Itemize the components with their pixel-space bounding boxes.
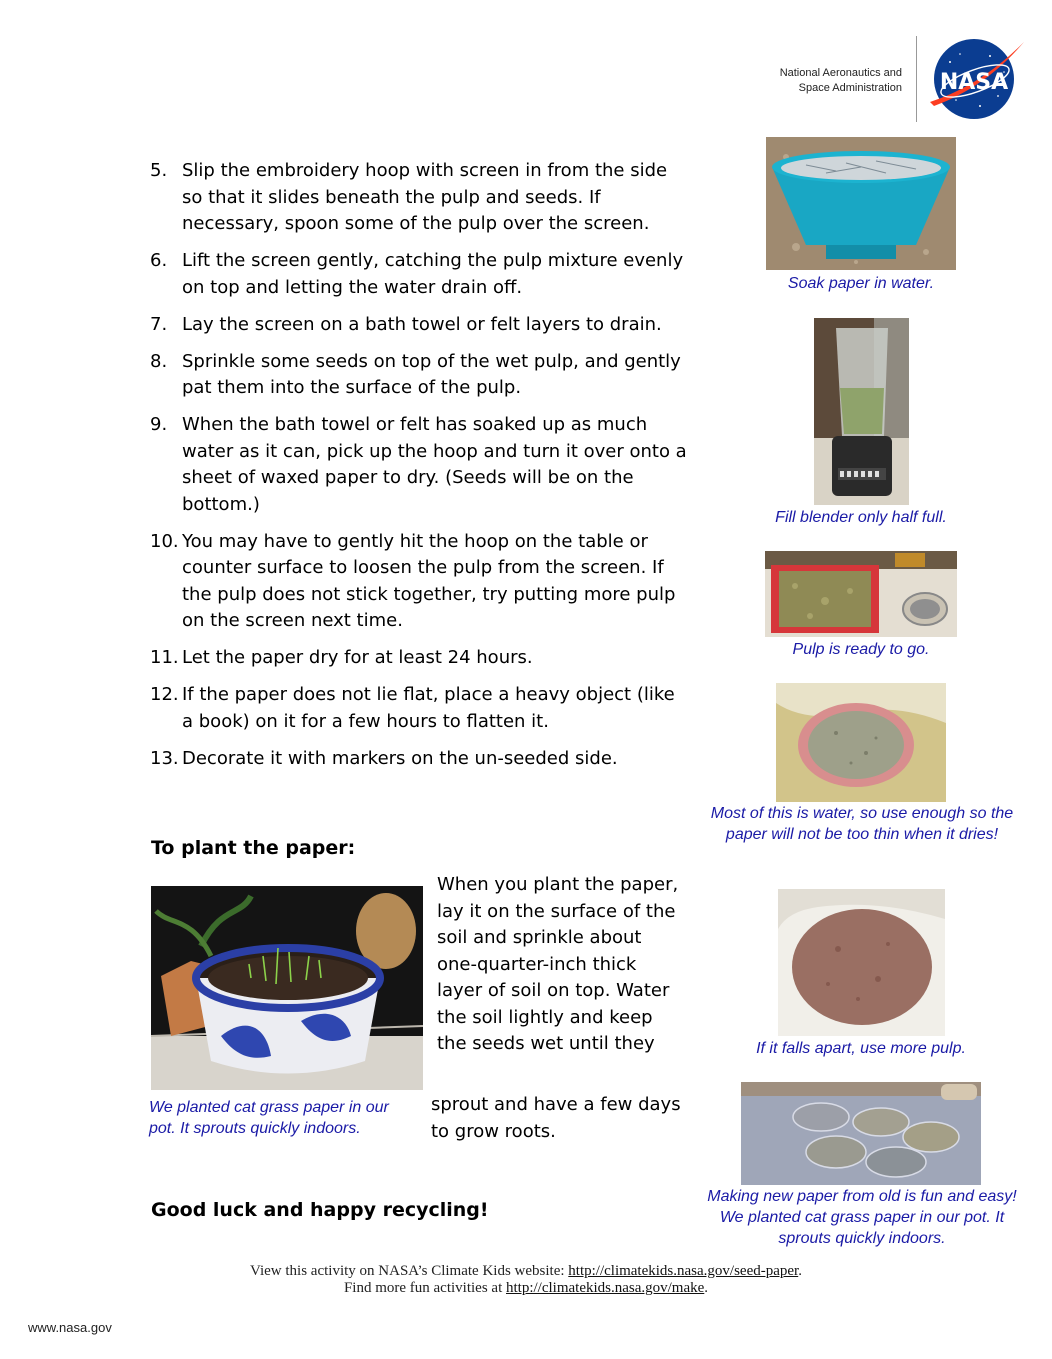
step-item: 11. Let the paper dry for at least 24 hours. (150, 647, 533, 668)
pulp-on-screen-photo (776, 683, 946, 802)
step-item: 8. Sprinkle some seeds on top of the wet pulp, and gently pat them into the surface of the pulp. (150, 350, 681, 398)
side-caption-making-paper: Making new paper from old is fun and easy! We planted cat grass paper in our pot. It sprouts quickly indoors. (707, 1188, 1017, 1247)
step-item: 5. Slip the embroidery hoop with screen in from the side so that it slides beneath the pulp and seeds. If necessary, spoon some of the pulp over the screen. (150, 160, 668, 234)
plant-heading: To plant the paper: (151, 837, 356, 859)
new-paper-photo (741, 1082, 981, 1185)
step-item: 7. Lay the screen on a bath towel or felt layers to drain. (150, 313, 662, 335)
step-item: 10. You may have to gently hit the hoop on the table or counter surface to loosen the pulp from the screen. If the pulp does not stick together, try putting more pulp on the screen next time. (150, 530, 676, 631)
side-caption-soak: Soak paper in water. (787, 275, 935, 292)
svg-text:NASA: NASA (939, 70, 1009, 95)
closing-text: Good luck and happy recycling! (151, 1199, 489, 1221)
header-divider (916, 36, 917, 122)
side-caption-water: Most of this is water, so use enough so the paper will not be too thin when it dries! (710, 805, 1014, 843)
side-caption-falls-apart: If it falls apart, use more pulp. (756, 1040, 966, 1057)
make-activities-link[interactable]: http://climatekids.nasa.gov/make (506, 1280, 705, 1296)
step-item: 12. If the paper does not lie flat, place a heavy object (like a book) on it for a few hours to flatten it. (150, 684, 675, 732)
footer (0, 1263, 1052, 1297)
step-item: 9. When the bath towel or felt has soaked up as much water as it can, pick up the hoop and turn it over onto a sheet of waxed paper to dry. (Seeds will be on the bottom.) (150, 414, 687, 515)
org-name-line2: Space Administration (798, 82, 902, 94)
footer-line2: Find more fun activities at http://climatekids.nasa.gov/make. (343, 1280, 709, 1296)
step-item: 6. Lift the screen gently, catching the pulp mixture evenly on top and letting the water drain off. (150, 250, 684, 298)
footer-line1: View this activity on NASA’s Climate Kids website: http://climatekids.nasa.gov/seed-paper. (250, 1263, 802, 1279)
org-name-line1: National Aeronautics and (779, 67, 902, 79)
cat-grass-pot-photo (151, 886, 423, 1090)
plant-photo-caption: We planted cat grass paper in our pot. It sprouts quickly indoors. (149, 1099, 389, 1137)
side-caption-blender: Fill blender only half full. (775, 509, 947, 526)
pulp-ready-photo (765, 551, 957, 637)
blender-photo (814, 318, 909, 505)
nasa-logo (920, 34, 1028, 122)
side-caption-pulp: Pulp is ready to go. (792, 641, 930, 658)
site-url: www.nasa.gov (28, 1320, 112, 1335)
step-item: 13. Decorate it with markers on the un-seeded side. (150, 747, 618, 769)
plant-text-part1: When you plant the paper, lay it on the surface of the soil and sprinkle about one-quarter-inch thick layer of soil on top. Water the soil lightly and keep the seeds wet until they (437, 874, 679, 1054)
seed-paper-link[interactable]: http://climatekids.nasa.gov/seed-paper (568, 1263, 799, 1279)
plant-text-part2: sprout and have a few days to grow roots. (431, 1094, 681, 1142)
org-name (730, 66, 902, 96)
steps-list (150, 158, 690, 783)
paper-drying-photo (778, 889, 945, 1036)
soak-paper-photo (766, 137, 956, 270)
